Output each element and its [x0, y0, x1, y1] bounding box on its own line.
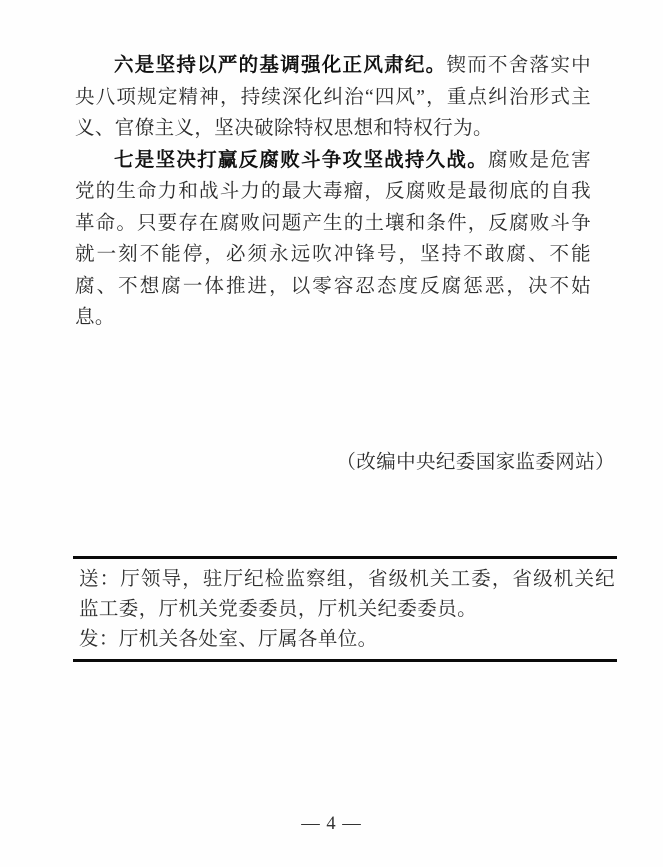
distribution-issue-label: 发：	[79, 629, 119, 650]
paragraph-text: 锲而不舍落实中央八项规定精神，持续深化纠治“四风”，重点纠治形式主义、官僚主义，坚决破除特权思想和特权行为。	[75, 55, 591, 139]
paragraph	[75, 145, 591, 334]
distribution-block	[73, 556, 617, 662]
distribution-send-text: 厅领导，驻厅纪检监察组，省级机关工委，省级机关纪监工委，厅机关党委委员，厅机关纪委委员。	[79, 569, 615, 620]
distribution-send-label: 送：	[79, 569, 121, 590]
paragraph-lead: 七是坚决打赢反腐败斗争攻坚战持久战。	[114, 149, 488, 171]
distribution-issue-text: 厅机关各处室、厅属各单位。	[118, 629, 378, 650]
page-number: — 4 —	[301, 814, 362, 834]
paragraph	[75, 50, 591, 145]
paragraph-lead: 六是坚持以严的基调强化正风肃纪。	[114, 55, 447, 76]
attribution-line: （改编中央纪委国家监委网站）	[336, 452, 615, 473]
paragraph-text: 腐败是危害党的生命力和战斗力的最大毒瘤，反腐败是最彻底的自我革命。只要存在腐败问题产生的土壤和条件，反腐败斗争就一刻不能停，必须永远吹冲锋号，坚持不敢腐、不能腐、不想腐一体推进，以零容忍态度反腐惩恶，决不姑息。	[75, 149, 591, 328]
distribution-issue-line	[79, 625, 615, 655]
document-body	[75, 50, 591, 334]
distribution-send-line	[79, 565, 615, 625]
